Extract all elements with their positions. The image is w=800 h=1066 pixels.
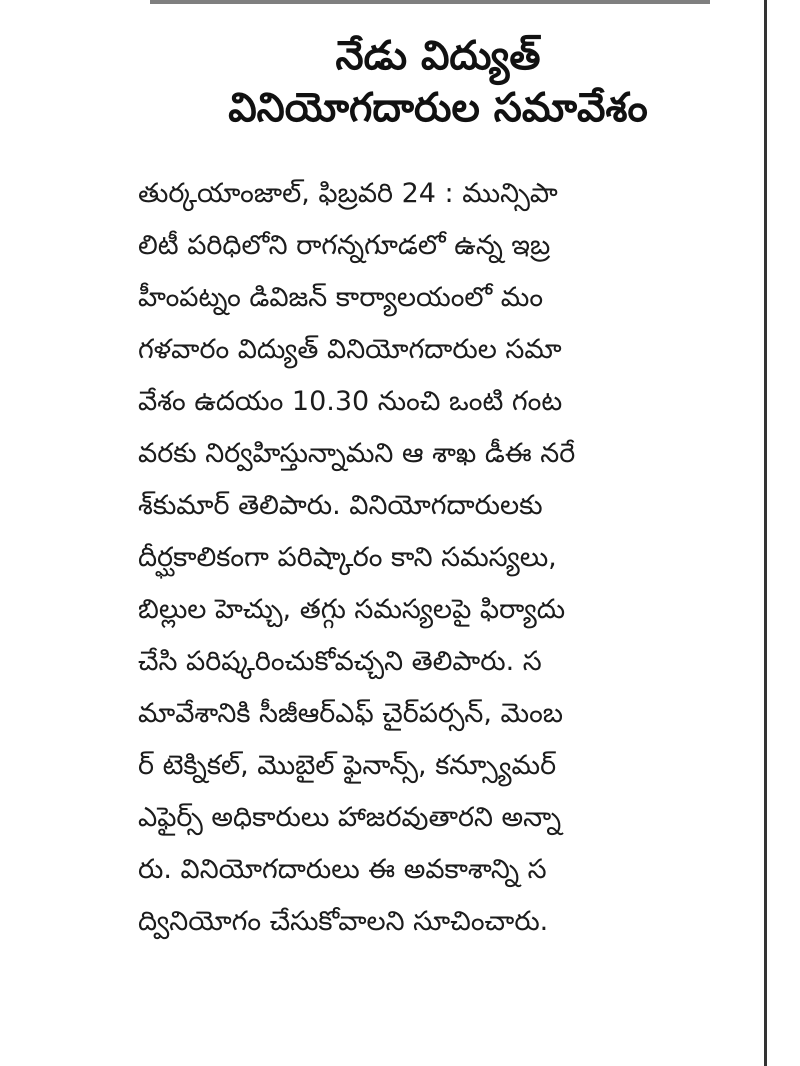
top-rule — [150, 0, 710, 4]
body-line: దీర్ఘకాలికంగా పరిష్కారం కాని సమస్యలు, — [138, 542, 557, 573]
body-line: రు. వినియోగదారులు ఈ అవకాశాన్ని స — [138, 854, 547, 885]
body-line: హీంపట్నం డివిజన్ కార్యాలయంలో మం — [138, 282, 544, 313]
body-line: శ్‌కుమార్ తెలిపారు. వినియోగదారులకు — [138, 490, 543, 521]
body-line: వేశం ఉదయం 10.30 నుంచి ఒంటి గంట — [138, 386, 563, 417]
article-body — [138, 168, 738, 948]
body-line: బిల్లుల హెచ్చు, తగ్గు సమస్యలపై ఫిర్యాదు — [138, 594, 566, 625]
body-line: తుర్కయాంజాల్, ఫిబ్రవరి 24 : మున్సిపా — [138, 178, 558, 209]
headline-line: నేడు విద్యుత్ — [335, 33, 541, 79]
body-line: మావేశానికి సీజీఆర్‌ఎఫ్ చైర్‌పర్సన్, మెంబ — [138, 698, 564, 729]
body-line: ద్వినియోగం చేసుకోవాలని సూచించారు. — [138, 906, 549, 937]
headline — [138, 30, 738, 134]
headline-line: వినియోగదారుల సమావేశం — [228, 85, 648, 131]
body-line: లిటీ పరిధిలోని రాగన్నగూడలో ఉన్న ఇబ్ర — [138, 230, 551, 261]
body-line: వరకు నిర్వహిస్తున్నామని ఆ శాఖ డీఈ నరే — [138, 438, 576, 469]
body-line: ఎఫైర్స్ అధికారులు హాజరవుతారని అన్నా — [138, 802, 562, 833]
body-line: గళవారం విద్యుత్ వినియోగదారుల సమా — [138, 334, 562, 365]
body-line: చేసి పరిష్కరించుకోవచ్చని తెలిపారు. స — [138, 646, 542, 677]
news-article — [138, 30, 738, 948]
column-divider — [764, 0, 767, 1066]
body-line: ర్ టెక్నికల్, మొబైల్ ఫైనాన్స్, కన్స్యూమర్ — [138, 750, 557, 781]
